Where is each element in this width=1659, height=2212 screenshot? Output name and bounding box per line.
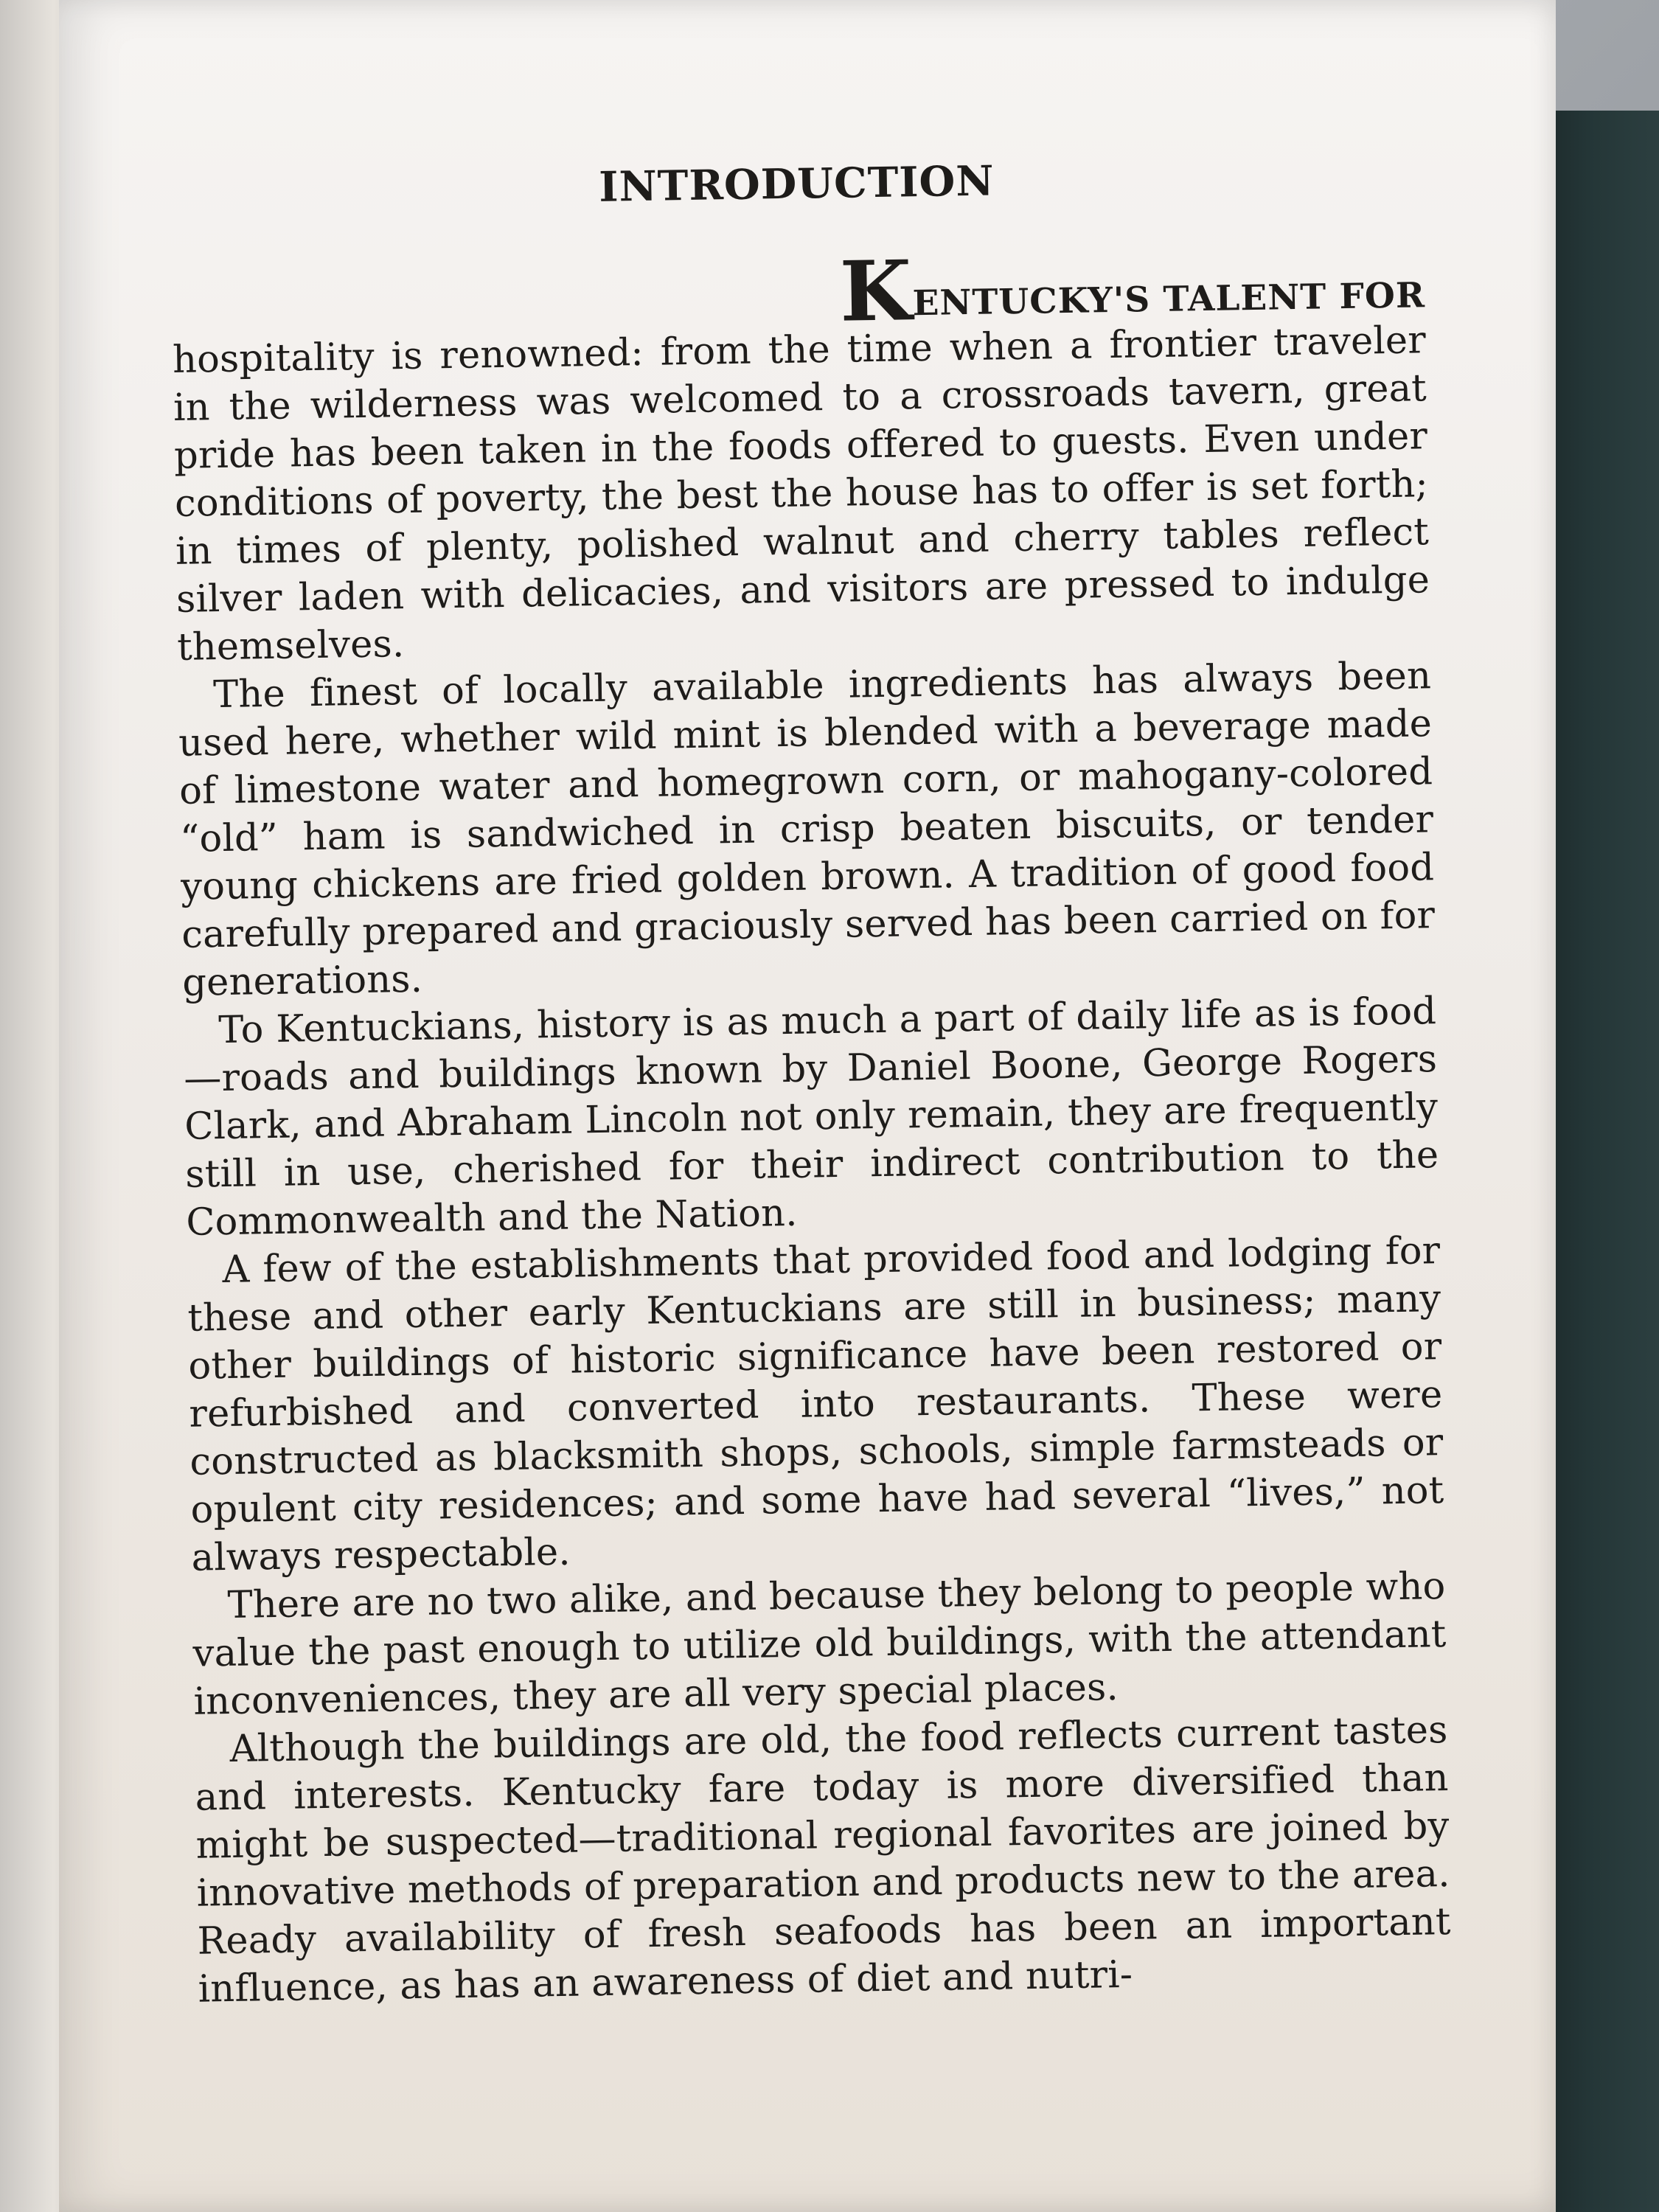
drop-cap: K: [838, 243, 914, 341]
opening-lead-in: ENTUCKY'S TALENT FOR: [912, 275, 1426, 324]
book-page: [59, 0, 1556, 2212]
paragraph-5: There are no two alike, and because they belong to people who value the past enough to utilize old buildings, with the attendant inconveniences, they are all very special places.: [192, 1564, 1447, 1724]
page-title: INTRODUCTION: [598, 156, 995, 212]
paragraph-1: hospitality is renowned: from the time when a frontier traveler in the wilderness was welcomed to a crossroads tavern, great pride has been taken in the foods offered to guests. Even under conditions of poverty, the best the house has to offer is set forth; in times of plenty, polished walnut and cherry tables reflect silver laden with delicacies, and visitors are pressed to indulge themselves.: [172, 318, 1430, 669]
page-content: [170, 150, 1452, 2013]
paragraph-2: The finest of locally available ingredients has always been used here, whether wild mint is blended with a beverage made of limestone water and homegrown corn, or mahogany-colored “old” ham is sandwiched in crisp beaten biscuits, or tender young chickens are fried golden brown. A tradition of good food carefully prepared and graciously served has been carried on for generations.: [178, 653, 1436, 1005]
paragraph-4: A few of the establishments that provided food and lodging for these and other early Kentuckians are still in business; many other buildings of historic significance have been restored or refurbished and converted into restaurants. These were constructed as blacksmith shops, schools, simple farmsteads or opulent city residences; and some have had several “lives,” not always respectable.: [187, 1228, 1444, 1580]
paragraph-6: Although the buildings are old, the food reflects current tastes and interests. Kentucky fare today is more diversified than might be suspected—traditional regional favorites are joined by innovative methods of preparation and products new to the area. Ready availability of fresh seafoods has been an important influence, as has an awareness of diet and nutri-: [195, 1708, 1451, 2011]
paragraph-3: To Kentuckians, history is as much a part of daily life as is food—roads and buildings known by Daniel Boone, George Rogers Clark, and Abraham Lincoln not only remain, they are frequently still in use, cherished for their indirect contribution to the Commonwealth and the Nation.: [183, 989, 1439, 1245]
book-cover-edge: [1541, 111, 1659, 2212]
